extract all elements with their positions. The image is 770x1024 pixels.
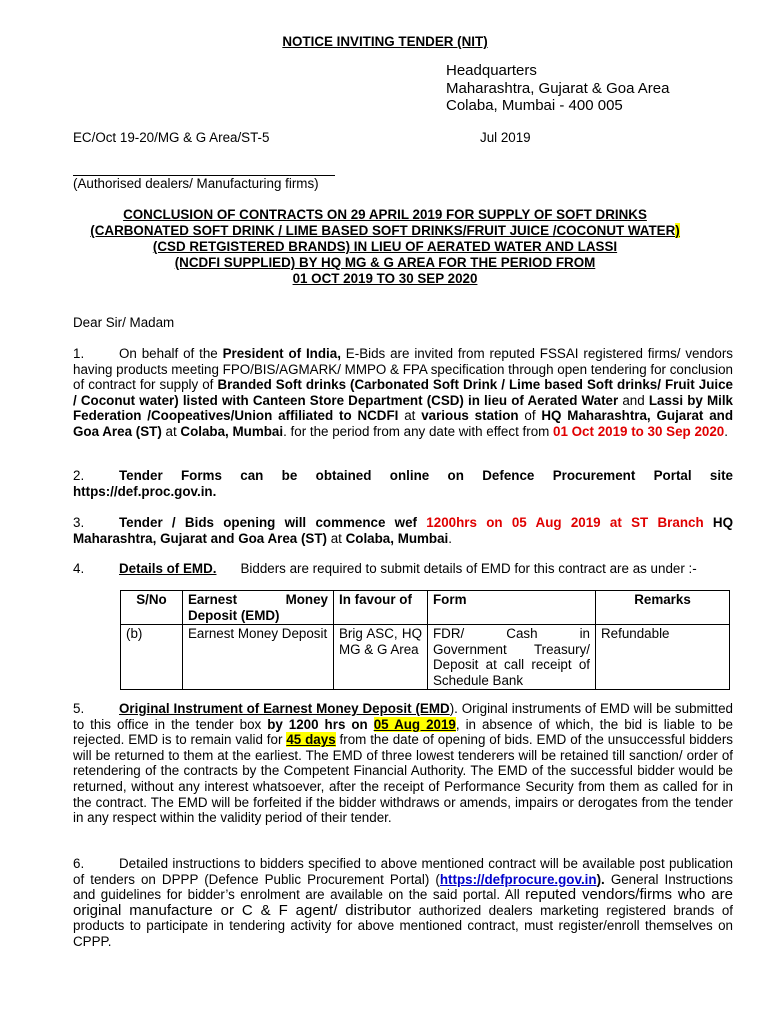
text: ). Original instruments of EMD will be submitted to this office in the tender box	[73, 701, 733, 732]
table-cell: Brig ASC, HQ MG & G Area	[334, 625, 428, 690]
large-text: reputed vendors/firms who are original manufacture or C & F agent/ distributor	[73, 886, 733, 919]
bold-text: Branded Soft drinks (Carbonated Soft Drink / Lime based Soft drinks/ Fruit Juice / Coconut water) listed with Canteen Store Department (CSD) in lieu of Aerated Water	[73, 377, 733, 408]
bold-text: HQ Maharashtra, Gujarat and Goa Area (ST)	[73, 408, 734, 439]
text: E-Bids are invited from reputed FSSAI registered firms/ vendors having products meeting FPO/BIS/AGMARK/ MMPO & FPA specification through open tendering for conclusion of contract for supply of	[73, 346, 733, 393]
subject-line: CONCLUSION OF CONTRACTS ON 29 APRIL 2019 FOR SUPPLY OF SOFT DRINKS	[123, 207, 647, 222]
para-number: 1.	[73, 346, 85, 361]
paragraph-6	[73, 856, 733, 950]
text: General Instructions and guidelines for bidder’s enrolment are available on the said portal. All	[73, 871, 733, 903]
highlight-mark: )	[675, 223, 680, 238]
bold-text: by 1200 hrs on	[267, 716, 374, 732]
subject-heading	[60, 207, 710, 287]
bold-text: Colaba, Mumbai	[180, 423, 284, 439]
table-row	[121, 625, 730, 690]
bold-text: Tender Forms can be obtained online on Defence Procurement Portal site https://def.proc.gov.in.	[73, 468, 733, 499]
subject-line	[60, 223, 710, 239]
reference-number: EC/Oct 19-20/MG & G Area/ST-5	[73, 130, 270, 145]
text: from the date of opening of bids. EMD of the unsuccessful bidders will be returned to them at the earliest. The EMD of three lowest tenderers will be retained till sanction/ order of retendering of the contracts by the Competent Financial Authority. The EMD of the successful bidder would be returned, without any interest whatsoever, after the receipt of Performance Security from them as called for in the contract. The EMD will be forfeited if the bidder withdraws or amends, impairs or derogates from the tender in any respect within the validity period of their tender.	[73, 732, 733, 826]
document-date: Jul 2019	[480, 130, 531, 145]
bold-text: various station	[421, 408, 519, 424]
text: of	[518, 408, 542, 424]
table-cell: (b)	[121, 625, 183, 690]
para-number: 5.	[73, 701, 85, 716]
text: .	[448, 530, 453, 546]
paragraph-4	[73, 561, 733, 577]
table-header: Remarks	[596, 591, 730, 625]
paragraph-1	[73, 346, 733, 440]
table-header: S/No	[121, 591, 183, 625]
table-header: In favour of	[334, 591, 428, 625]
text: at	[161, 423, 181, 439]
addressee-block	[73, 160, 335, 191]
highlighted-validity: 45 days	[286, 732, 336, 748]
addressee-text: (Authorised dealers/ Manufacturing firms)	[73, 176, 319, 191]
portal-link[interactable]: https://defprocure.gov.in	[439, 871, 597, 887]
table-header-row	[121, 591, 730, 625]
para-number: 2.	[73, 468, 85, 483]
para-number: 4.	[73, 561, 85, 576]
red-bold-text: 01 Oct 2019 to 30 Sep 2020	[553, 423, 725, 439]
text: Bidders are required to submit details of EMD for this contract are as under :-	[240, 561, 697, 576]
paragraph-5	[73, 701, 733, 826]
text: at	[398, 408, 422, 424]
hq-line: Headquarters	[446, 62, 537, 79]
bold-text: Colaba, Mumbai	[345, 530, 449, 546]
bold-text: President of India,	[222, 346, 341, 361]
emd-table	[120, 590, 730, 690]
red-bold-text: 1200hrs on 05 Aug 2019 at ST Branch	[426, 515, 704, 530]
text: Detailed instructions to bidders specified to above mentioned contract will be available post publication of tenders on DPPP (Defence Public Procurement Portal) (	[73, 856, 733, 887]
text: and	[618, 392, 649, 408]
bold-text: Lassi by Milk Federation /Coopeatives/Union affiliated to NCDFI	[73, 392, 733, 424]
section-label: Original Instrument of Earnest Money Deposit (EMD	[119, 701, 450, 716]
highlighted-date: 05 Aug 2019	[373, 716, 456, 732]
hq-line: Maharashtra, Gujarat & Goa Area	[446, 79, 670, 97]
text: , in absence of which, the bid is liable to be rejected. EMD is to remain valid for	[73, 716, 733, 748]
subject-line-text: (CARBONATED SOFT DRINK / LIME BASED SOFT DRINKS/FRUIT JUICE /COCONUT WATER	[90, 223, 676, 238]
bold-text: HQ Maharashtra, Gujarat and Goa Area (ST)	[73, 515, 733, 546]
document-title: NOTICE INVITING TENDER (NIT)	[282, 34, 488, 49]
paragraph-2	[73, 468, 733, 499]
bold-text: ).	[596, 871, 611, 887]
table-header: Earnest Money Deposit (EMD)	[183, 591, 334, 625]
subject-line: (CSD RETGISTERED BRANDS) IN LIEU OF AERATED WATER AND LASSI	[152, 239, 618, 254]
salutation: Dear Sir/ Madam	[73, 315, 175, 330]
text: .	[724, 423, 728, 439]
section-label: Details of EMD.	[119, 561, 217, 576]
text: authorized dealers marketing registered brands of products to participate in tendering activity for above mentioned contract, must register/enroll themselves on CPPP.	[73, 902, 733, 949]
paragraph-3	[73, 515, 733, 546]
table-cell: Earnest Money Deposit	[183, 625, 334, 690]
table-header: Form	[428, 591, 596, 625]
headquarters-address	[446, 62, 669, 115]
hq-line: Colaba, Mumbai - 400 005	[446, 97, 623, 114]
bold-text: Tender / Bids opening will commence wef	[119, 515, 427, 530]
table-cell: Refundable	[596, 625, 730, 690]
para-number: 6.	[73, 856, 85, 871]
subject-line: (NCDFI SUPPLIED) BY HQ MG & G AREA FOR THE PERIOD FROM	[174, 255, 596, 270]
text: On behalf of the	[119, 346, 223, 361]
para-number: 3.	[73, 515, 85, 530]
table-cell: FDR/ Cash in Government Treasury/ Deposit at call receipt of Schedule Bank	[428, 625, 596, 690]
subject-line: 01 OCT 2019 TO 30 SEP 2020	[292, 271, 478, 286]
text: at	[327, 530, 346, 546]
text: . for the period from any date with effect from	[283, 423, 554, 439]
